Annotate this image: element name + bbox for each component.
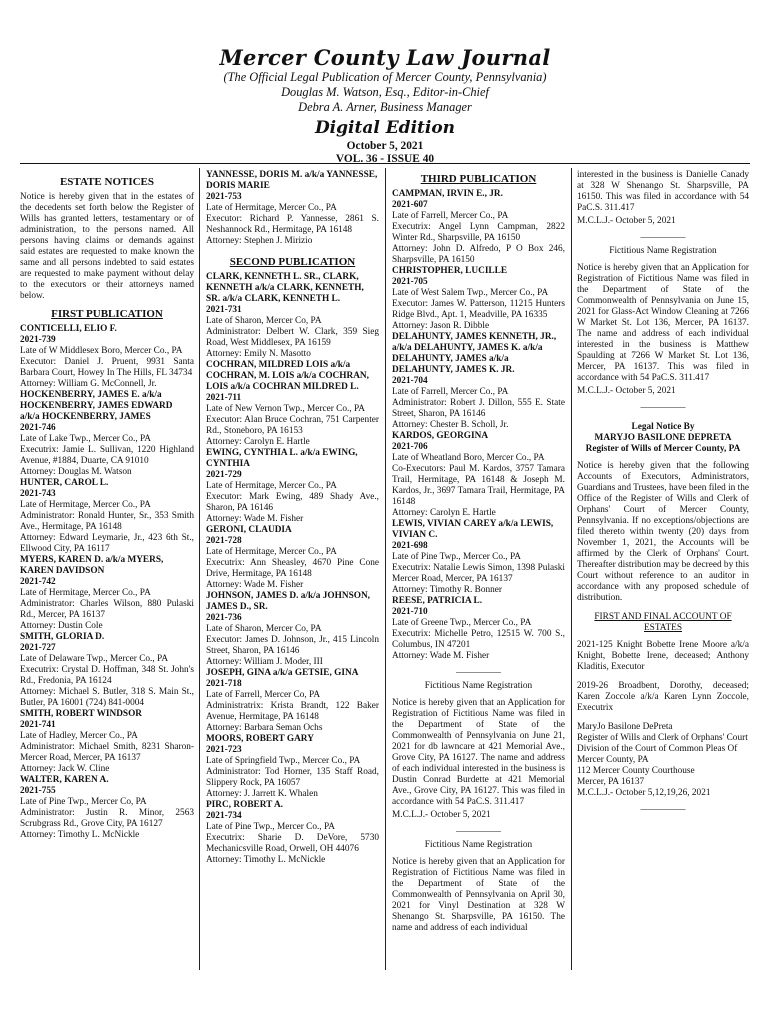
estate-list — [392, 189, 565, 662]
residence-line: Late of Hermitage, Mercer Co., PA — [206, 203, 337, 213]
case-number: 2021-741 — [20, 720, 56, 730]
estate-entry — [20, 555, 194, 632]
estate-entry — [20, 632, 194, 709]
attorney-line: Attorney: Wade M. Fisher — [392, 651, 490, 661]
representative-line: Administrator: Delbert W. Clark, 359 Sieg Road, West Middlesex, PA 16159 — [206, 327, 379, 348]
section-divider: ————— — [456, 667, 501, 677]
estate-entry — [20, 390, 194, 478]
decedent-name: COCHRAN, MILDRED LOIS a/k/a COCHRAN, M. LOIS a/k/a COCHRAN, LOIS a/k/a COCHRAN MILDRED L. — [206, 360, 369, 392]
column-2 — [206, 170, 379, 866]
first-publication-heading: FIRST PUBLICATION — [51, 308, 163, 320]
attorney-line: Attorney: J. Jarrett K. Whalen — [206, 789, 318, 799]
case-number: 2021-607 — [392, 200, 428, 210]
estate-entry — [206, 272, 379, 360]
decedent-name: JOSEPH, GINA a/k/a GETSIE, GINA — [206, 668, 359, 678]
masthead — [0, 0, 770, 166]
column-1 — [20, 170, 194, 841]
attorney-line: Attorney: William G. McConnell, Jr. — [20, 379, 157, 389]
attorney-line: Attorney: William J. Moder, III — [206, 657, 323, 667]
case-number: 2021-736 — [206, 613, 242, 623]
estate-entry — [20, 709, 194, 775]
case-number: 2021-711 — [206, 393, 242, 403]
representative-line: Executrix: Sharie D. DeVore, 5730 Mechanicsville Road, Orwell, OH 44076 — [206, 833, 379, 854]
case-number: 2021-705 — [392, 277, 428, 287]
case-number: 2021-729 — [206, 470, 242, 480]
fictitious-name-notice-continued: interested in the business is Danielle Canady at 328 W Shenango St. Sharpsville, PA 16150. This was filed in accordance with 54 PaC.S. 311.417 — [577, 170, 749, 213]
attorney-line: Attorney: John D. Alfredo, P O Box 246, Sharpsville, PA 16150 — [392, 244, 565, 265]
signature-line: MaryJo Basilone DePreta — [577, 722, 673, 732]
decedent-name: REESE, PATRICIA L. — [392, 596, 483, 606]
section-divider: ————— — [640, 804, 686, 814]
representative-line: Executrix: Ann Sheasley, 4670 Pine Cone Drive, Hermitage, PA 16148 — [206, 558, 379, 579]
section-divider: ————— — [640, 402, 686, 412]
residence-line: Late of Farrell, Mercer Co., PA — [392, 387, 509, 397]
representative-line: Administrator: Ronald Hunter, Sr., 353 Smith Ave., Hermitage, PA 16148 — [20, 511, 194, 532]
decedent-name: DELAHUNTY, JAMES KENNETH, JR., a/k/a DELAHUNTY, JAMES K. a/k/a DELAHUNTY, JAMES a/k/a DELAHUNTY, JAMES K. JR. — [392, 332, 557, 375]
attorney-line: Attorney: Stephen J. Mirizio — [206, 236, 313, 246]
representative-line: Administrator: Justin R. Minor, 2563 Scrubgrass Rd., Grove City, PA 16127 — [20, 808, 194, 829]
decedent-name: CHRISTOPHER, LUCILLE — [392, 266, 508, 276]
estate-entry — [206, 800, 379, 866]
column-divider — [385, 168, 386, 970]
estate-list — [206, 272, 379, 866]
estate-entry — [206, 668, 379, 734]
residence-line: Late of Sharon, Mercer Co, PA — [206, 624, 322, 634]
journal-title: Mercer County Law Journal — [219, 45, 551, 70]
attorney-line: Attorney: Wade M. Fisher — [206, 514, 304, 524]
residence-line: Late of Pine Twp., Mercer Co., PA — [206, 822, 335, 832]
representative-line: Executor: Alan Bruce Cochran, 751 Carpenter Rd., Stoneboro, PA 16153 — [206, 415, 379, 436]
legal-notice-text: Notice is hereby given that the following Accounts of Executors, Administrators, Guardians and Trustees, have been filed in the Office of the Register of Wills and Clerk of Orphans' Court of Mercer County, Pennsylvania. If no exceptions/objections are filed thereto within twenty (20) days from November 1, 2021, the Accounts will be affirmed by the Clerk of Orphans' Court. Thereafter distribution may be decreed by this Court without reference to an auditor in accordance with any proposed schedule of distribution. — [577, 461, 749, 603]
residence-line: Late of Hadley, Mercer Co., PA — [20, 731, 138, 741]
estate-entry — [206, 448, 379, 525]
attorney-line: Attorney: Edward Leymarie, Jr., 423 6th St., Ellwood City, PA 16117 — [20, 533, 194, 554]
account-entry: 2021-125 Knight Bobette Irene Moore a/k/a Knight, Bobette Irene, deceased; Anthony Kladitis, Executor — [577, 640, 749, 672]
signature-line: 112 Mercer County Courthouse — [577, 766, 695, 776]
residence-line: Late of Farrell, Mercer Co., PA — [392, 211, 509, 221]
column-divider — [199, 168, 200, 970]
decedent-name: HUNTER, CAROL L. — [20, 478, 109, 488]
case-number: 2021-723 — [206, 745, 242, 755]
case-number: 2021-731 — [206, 305, 242, 315]
account-entry: 2019-26 Broadbent, Dorothy, deceased; Karen Zoccole a/k/a Karen Lynn Zoccole, Executrix — [577, 681, 749, 713]
estate-entry — [392, 519, 565, 596]
estate-list — [206, 170, 379, 247]
attorney-line: Attorney: Wade M. Fisher — [206, 580, 304, 590]
journal-subtitle: (The Official Legal Publication of Mercer County, Pennsylvania) — [223, 70, 547, 84]
decedent-name: CLARK, KENNETH L. SR., CLARK, KENNETH a/k/a CLARK, KENNETH, SR. a/k/a CLARK, KENNETH L. — [206, 272, 364, 304]
residence-line: Late of Hermitage, Mercer Co., PA — [20, 588, 151, 598]
estate-entry — [206, 170, 379, 247]
representative-line: Co-Executors: Paul M. Kardos, 3757 Tamara Trail, Hermitage, PA 16148 & Joseph M. Kardos, Jr., 3697 Tamara Trail, Hermitage, PA 16148 — [392, 464, 565, 507]
case-number: 2021-743 — [20, 489, 56, 499]
estate-entry — [20, 478, 194, 555]
representative-line: Executor: Richard P. Yannesse, 2861 S. Neshannock Rd., Hermitage, PA 16148 — [206, 214, 379, 235]
signature-line: M.C.L.J.- October 5,12,19,26, 2021 — [577, 788, 711, 798]
case-number: 2021-698 — [392, 541, 428, 551]
attorney-line: Attorney: Carolyn E. Hartle — [392, 508, 496, 518]
fictitious-name-heading: Fictitious Name Registration — [609, 246, 717, 256]
legal-notice-heading: Legal Notice By — [631, 422, 695, 432]
column-divider — [571, 168, 572, 970]
residence-line: Late of Hermitage, Mercer Co., PA — [206, 547, 337, 557]
fictitious-name-notice: Notice is hereby given that an Application for Registration of Fictitious Name was filed in the Department of State of the Commonwealth of Pennsylvania on April 30, 2021 for Vinyl Destination at 328 W Shenango St. Sharpsville, PA 16150. The name and address of each individual — [392, 857, 565, 933]
case-number: 2021-718 — [206, 679, 242, 689]
estate-entry — [206, 734, 379, 800]
fictitious-name-heading: Fictitious Name Registration — [424, 840, 533, 850]
register-name: MARYJO BASILONE DEPRETA — [594, 433, 732, 443]
representative-line: Executrix: Michelle Petro, 12515 W. 700 S., Columbus, IN 47201 — [392, 629, 565, 650]
case-number: 2021-746 — [20, 423, 56, 433]
accounts-heading: FIRST AND FINAL ACCOUNT OF ESTATES — [594, 612, 732, 633]
estate-entry — [392, 189, 565, 266]
residence-line: Late of Sharon, Mercer Co, PA — [206, 316, 322, 326]
decedent-name: MOORS, ROBERT GARY — [206, 734, 314, 744]
decedent-name: LEWIS, VIVIAN CAREY a/k/a LEWIS, VIVIAN C. — [392, 519, 554, 540]
decedent-name: SMITH, ROBERT WINDSOR — [20, 709, 143, 719]
case-number: 2021-710 — [392, 607, 428, 617]
attorney-line: Attorney: Dustin Cole — [20, 621, 103, 631]
decedent-name: YANNESSE, DORIS M. a/k/a YANNESSE, DORIS MARIE — [206, 170, 378, 191]
editor-line: Douglas M. Watson, Esq., Editor-in-Chief — [281, 85, 489, 99]
decedent-name: HOCKENBERRY, JAMES E. a/k/a HOCKENBERRY, JAMES EDWARD a/k/a HOCKENBERRY, JAMES — [20, 390, 173, 422]
attorney-line: Attorney: Timothy R. Bonner — [392, 585, 503, 595]
residence-line: Late of Hermitage, Mercer Co., PA — [20, 500, 151, 510]
residence-line: Late of Hermitage, Mercer Co., PA — [206, 481, 337, 491]
notice-signature: M.C.L.J.- October 5, 2021 — [392, 810, 491, 820]
representative-line: Executrix: Crystal D. Hoffman, 348 St. John's Rd., Fredonia, PA 16124 — [20, 665, 194, 686]
decedent-name: MYERS, KAREN D. a/k/a MYERS, KAREN DAVIDSON — [20, 555, 164, 576]
decedent-name: CAMPMAN, IRVIN E., JR. — [392, 189, 503, 199]
representative-line: Executrix: Natalie Lewis Simon, 1398 Pulaski Mercer Road, Mercer, PA 16137 — [392, 563, 565, 584]
fictitious-name-notice: Notice is hereby given that an Application for Registration of Fictitious Name was filed in the Department of State of the Commonwealth of Pennsylvania on June 21, 2021 for db lawncare at 421 Memorial Ave., Grove City, PA 16127. The name and address of each individual interested in the business is Dustin Conrad Burdette at 421 Memorial Ave., Grove City, PA 16127. This was filed in accordance with 54 PaC.S. 311.417 — [392, 698, 565, 807]
representative-line: Executor: James D. Johnson, Jr., 415 Lincoln Street, Sharon, PA 16146 — [206, 635, 379, 656]
estate-entry — [392, 332, 565, 431]
decedent-name: JOHNSON, JAMES D. a/k/a JOHNSON, JAMES D., SR. — [206, 591, 371, 612]
manager-line: Debra A. Arner, Business Manager — [298, 100, 472, 114]
attorney-line: Attorney: Timothy L. McNickle — [20, 830, 140, 840]
representative-line: Executor: Mark Ewing, 489 Shady Ave., Sharon, PA 16146 — [206, 492, 379, 513]
estate-entry — [206, 360, 379, 448]
representative-line: Administrator: Robert J. Dillon, 555 E. State Street, Sharon, PA 16146 — [392, 398, 565, 419]
residence-line: Late of Pine Twp., Mercer Co., PA — [392, 552, 521, 562]
case-number: 2021-704 — [392, 376, 428, 386]
representative-line: Administratrix: Krista Brandt, 122 Baker Avenue, Hermitage, PA 16148 — [206, 701, 379, 722]
attorney-line: Attorney: Jack W. Cline — [20, 764, 110, 774]
attorney-line: Attorney: Barbara Seman Ochs — [206, 723, 323, 733]
representative-line: Administrator: Michael Smith, 8231 Sharon-Mercer Road, Mercer, PA 16137 — [20, 742, 194, 763]
attorney-line: Attorney: Chester B. Scholl, Jr. — [392, 420, 509, 430]
residence-line: Late of Greene Twp., Mercer Co., PA — [392, 618, 532, 628]
register-signature-block — [577, 722, 749, 799]
estate-entry — [392, 596, 565, 662]
residence-line: Late of West Salem Twp., Mercer Co., PA — [392, 288, 549, 298]
decedent-name: EWING, CYNTHIA L. a/k/a EWING, CYNTHIA — [206, 448, 358, 469]
signature-line: Division of the Court of Common Pleas Of Mercer County, PA — [577, 744, 738, 765]
representative-line: Administrator: Charles Wilson, 880 Pulaski Rd., Mercer, PA 16137 — [20, 599, 194, 620]
notice-signature: M.C.L.J.- October 5, 2021 — [577, 216, 676, 226]
decedent-name: GERONI, CLAUDIA — [206, 525, 292, 535]
representative-line: Executrix: Jamie L. Sullivan, 1220 Highland Avenue, #1884, Duarte, CA 91010 — [20, 445, 194, 466]
register-title: Register of Wills of Mercer County, PA — [585, 444, 741, 454]
attorney-line: Attorney: Timothy L. McNickle — [206, 855, 326, 865]
issue-date: October 5, 2021 — [346, 140, 424, 152]
case-number: 2021-734 — [206, 811, 242, 821]
residence-line: Late of Farrell, Mercer Co, PA — [206, 690, 321, 700]
case-number: 2021-706 — [392, 442, 428, 452]
column-4 — [577, 170, 749, 818]
estate-entry — [392, 266, 565, 332]
residence-line: Late of W Middlesex Boro, Mercer Co., PA — [20, 346, 183, 356]
signature-line: Mercer, PA 16137 — [577, 777, 645, 787]
estate-notices-heading: ESTATE NOTICES — [59, 176, 155, 188]
notice-signature: M.C.L.J.- October 5, 2021 — [577, 386, 676, 396]
residence-line: Late of Wheatland Boro, Mercer Co., PA — [392, 453, 545, 463]
case-number: 2021-739 — [20, 335, 56, 345]
estate-entry — [206, 525, 379, 591]
attorney-line: Attorney: Carolyn E. Hartle — [206, 437, 310, 447]
estate-intro: Notice is hereby given that in the estates of the decedents set forth below the Register of Wills has granted letters, testamentary or of administration, to the persons named. All persons having claims or demands against said estates are requested to make known the same and all persons indebted to said estates are requested to make payment without delay to the executors or their attorneys named below. — [20, 192, 194, 301]
attorney-line: Attorney: Emily N. Masotto — [206, 349, 311, 359]
decedent-name: CONTICELLI, ELIO F. — [20, 324, 117, 334]
residence-line: Late of Pine Twp., Mercer Co, PA — [20, 797, 147, 807]
decedent-name: KARDOS, GEORGINA — [392, 431, 489, 441]
header-divider — [20, 163, 750, 164]
case-number: 2021-753 — [206, 192, 242, 202]
estate-entry — [20, 775, 194, 841]
estate-entry — [20, 324, 194, 390]
decedent-name: SMITH, GLORIA D. — [20, 632, 105, 642]
case-number: 2021-742 — [20, 577, 56, 587]
fictitious-name-notice: Notice is hereby given that an Application for Registration of Fictitious Name was filed in the Department of State of the Commonwealth of Pennsylvania on June 15, 2021 for Glass-Act Window Cleaning at 7266 W Market St. Lot 136, Mercer, PA 16137. The name and address of each individual interested in the business is Matthew Spaulding at 7266 W Market St. Lot 136, Mercer, PA 16137. This was filed in accordance with 54 PaC.S. 311.417 — [577, 263, 749, 383]
residence-line: Late of New Vernon Twp., Mercer Co., PA — [206, 404, 366, 414]
decedent-name: PIRC, ROBERT A. — [206, 800, 283, 810]
case-number: 2021-727 — [20, 643, 56, 653]
section-divider: ————— — [640, 232, 686, 242]
second-publication-heading: SECOND PUBLICATION — [229, 256, 356, 268]
attorney-line: Attorney: Michael S. Butler, 318 S. Main St., Butler, PA 16001 (724) 841-0004 — [20, 687, 194, 708]
third-publication-heading: THIRD PUBLICATION — [420, 173, 537, 185]
representative-line: Executor: Daniel J. Pruent, 9931 Santa Barbara Court, Howey In The Hills, FL 34734 — [20, 357, 194, 378]
edition-label: Digital Edition — [314, 118, 456, 138]
estate-list — [20, 324, 194, 841]
decedent-name: WALTER, KAREN A. — [20, 775, 109, 785]
section-divider: ————— — [456, 826, 501, 836]
residence-line: Late of Lake Twp., Mercer Co., PA — [20, 434, 152, 444]
residence-line: Late of Springfield Twp., Mercer Co., PA — [206, 756, 361, 766]
signature-line: Register of Wills and Clerk of Orphans' Court — [577, 733, 748, 743]
issue-volume: VOL. 36 - ISSUE 40 — [335, 153, 435, 165]
case-number: 2021-755 — [20, 786, 56, 796]
estate-entry — [392, 431, 565, 519]
column-3 — [392, 170, 565, 936]
representative-line: Executor: James W. Patterson, 11215 Hunters Ridge Blvd., Apt. 1, Meadville, PA 16335 — [392, 299, 565, 320]
fictitious-name-heading: Fictitious Name Registration — [424, 681, 533, 691]
residence-line: Late of Delaware Twp., Mercer Co., PA — [20, 654, 169, 664]
case-number: 2021-728 — [206, 536, 242, 546]
attorney-line: Attorney: Douglas M. Watson — [20, 467, 132, 477]
estate-entry — [206, 591, 379, 668]
attorney-line: Attorney: Jason R. Dibble — [392, 321, 490, 331]
representative-line: Administrator: Tod Horner, 135 Staff Road, Slippery Rock, PA 16057 — [206, 767, 379, 788]
representative-line: Executrix: Angel Lynn Campman, 2822 Winter Rd., Sharpsville, PA 16150 — [392, 222, 565, 243]
